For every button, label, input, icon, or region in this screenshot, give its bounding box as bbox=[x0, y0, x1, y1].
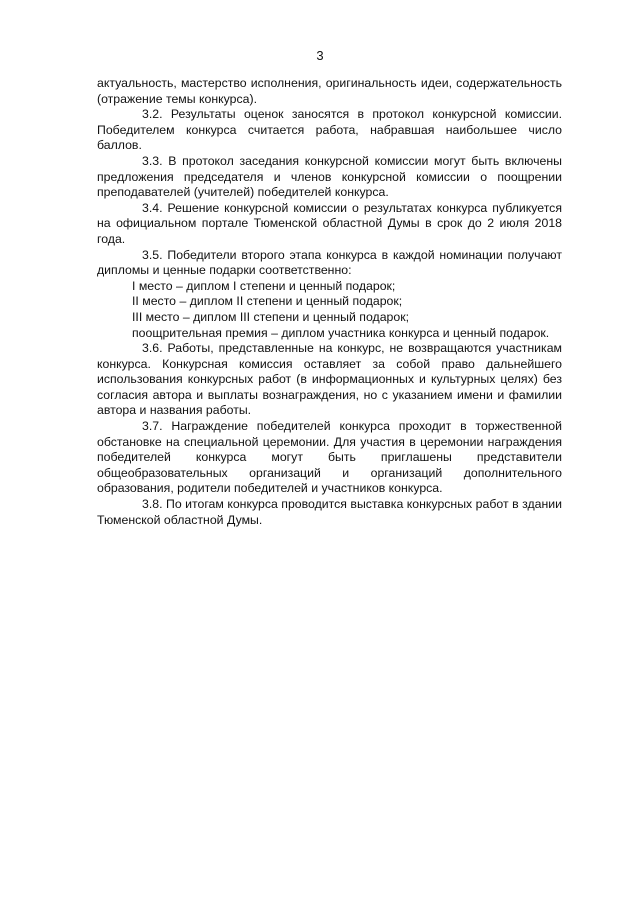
paragraph-3-7: 3.7. Награждение победителей конкурса проходит в торжественной обстановке на специальной церемонии. Для участия в церемонии награждения победителей конкурса могут быть приглашены представители общеобразовательных организаций и организаций дополнительного образования, родители победителей и участников конкурса. bbox=[97, 419, 562, 496]
paragraph-3-2: 3.2. Результаты оценок заносятся в протокол конкурсной комиссии. Победителем конкурса считается работа, набравшая наибольшее число баллов. bbox=[97, 107, 562, 153]
prize-second-place: II место – диплом II степени и ценный подарок; bbox=[132, 294, 403, 309]
prize-encouragement: поощрительная премия – диплом участника конкурса и ценный подарок. bbox=[132, 325, 550, 340]
paragraph-3-5: 3.5. Победители второго этапа конкурса в каждой номинации получают дипломы и ценные подарки соответственно: bbox=[97, 247, 562, 278]
prize-third-place: III место – диплом III степени и ценный подарок; bbox=[132, 309, 410, 324]
paragraph-3-8: 3.8. По итогам конкурса проводится выставка конкурсных работ в здании Тюменской областной Думы. bbox=[97, 497, 562, 527]
paragraph-3-4: 3.4. Решение конкурсной комиссии о результатах конкурса публикуется на официальном портале Тюменской областной Думы в срок до 2 июля 2018 года. bbox=[97, 200, 562, 246]
paragraph-3-3: 3.3. В протокол заседания конкурсной комиссии могут быть включены предложения председателя и членов конкурсной комиссии о поощрении преподавателей (учителей) победителей конкурса. bbox=[97, 153, 562, 200]
document-body bbox=[97, 76, 562, 528]
paragraph-3-6: 3.6. Работы, представленные на конкурс, не возвращаются участникам конкурса. Конкурсная комиссия оставляет за собой право дальнейшего использования конкурсных работ (в информационных и культурных целях) без согласия автора и выплаты вознаграждения, но с указанием имени и фамилии автора и названия работы. bbox=[97, 341, 562, 418]
page-number: 3 bbox=[316, 48, 324, 63]
paragraph-continuation: актуальность, мастерство исполнения, оригинальность идеи, содержательность (отражение темы конкурса). bbox=[97, 76, 562, 106]
prize-first-place: I место – диплом I степени и ценный подарок; bbox=[132, 278, 396, 293]
